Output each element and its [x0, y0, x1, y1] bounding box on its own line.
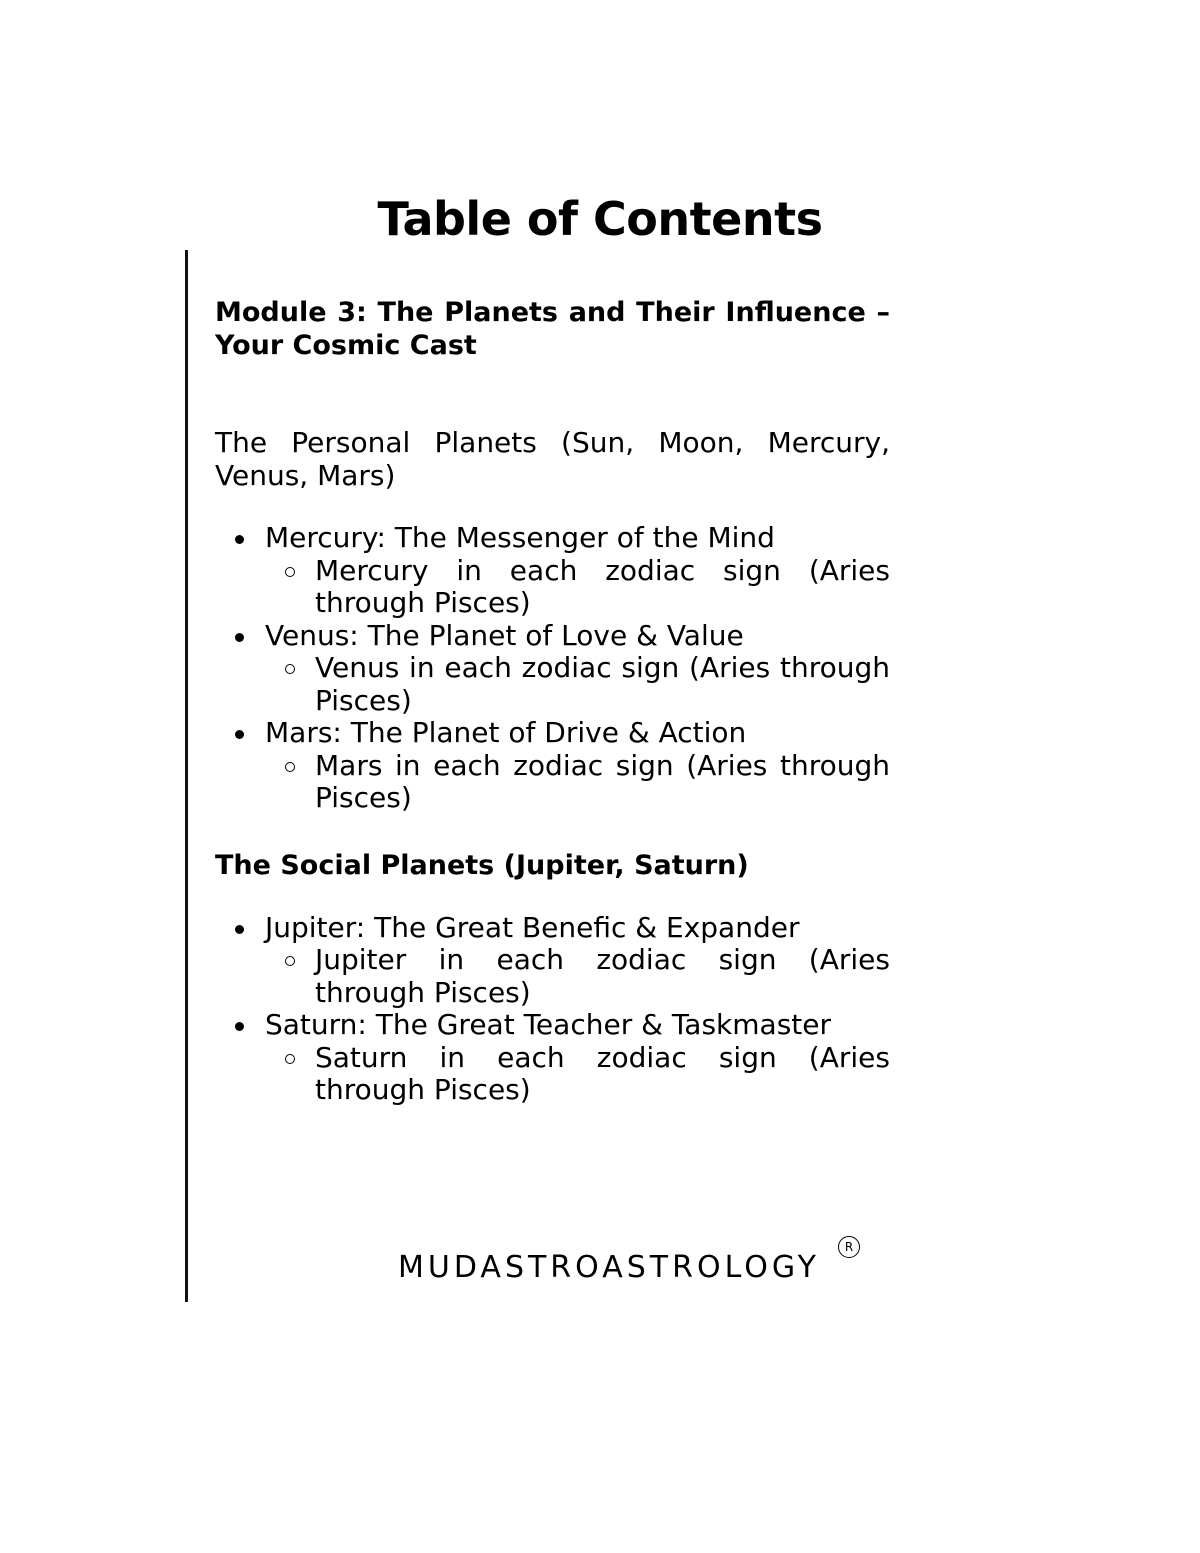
toc-subitem-label: Venus in each zodiac sign (Aries through Pisces)	[315, 651, 890, 717]
toc-subitem-label: Mercury in each zodiac sign (Aries through Pisces)	[315, 553, 890, 619]
toc-item-jupiter[interactable]	[215, 912, 890, 1010]
toc-subitem-label: Saturn in each zodiac sign (Aries through Pisces)	[315, 1040, 890, 1106]
toc-item-label: Mercury: The Messenger of the Mind	[265, 521, 775, 554]
toc-subitem-mars-signs[interactable]	[265, 750, 890, 815]
toc-item-label: Venus: The Planet of Love & Value	[265, 618, 744, 652]
toc-subitem-label: Mars in each zodiac sign (Aries through Pisces)	[315, 748, 890, 814]
hollow-bullet-icon	[285, 762, 295, 772]
bullet-icon	[235, 535, 244, 544]
bullet-icon	[235, 925, 244, 934]
registered-trademark-icon: R	[838, 1236, 860, 1258]
section-heading-personal-planets: The Personal Planets (Sun, Moon, Mercury, Venus, Mars)	[215, 426, 890, 492]
hollow-bullet-icon	[285, 1054, 295, 1064]
page-title: Table of Contents	[377, 192, 823, 246]
hollow-bullet-icon	[285, 664, 295, 674]
bullet-icon	[235, 1022, 244, 1031]
toc-subitem-saturn-signs[interactable]	[265, 1042, 890, 1107]
toc-item-label: Saturn: The Great Teacher & Taskmaster	[265, 1008, 832, 1041]
toc-item-label: Jupiter: The Great Benefic & Expander	[265, 910, 800, 944]
toc-item-saturn[interactable]	[215, 1009, 890, 1107]
toc-item-mars[interactable]	[215, 717, 890, 815]
module-heading: Module 3: The Planets and Their Influence – Your Cosmic Cast	[215, 297, 890, 361]
toc-subitem-jupiter-signs[interactable]	[265, 944, 890, 1009]
hollow-bullet-icon	[285, 956, 295, 966]
left-vertical-rule	[185, 250, 188, 1302]
hollow-bullet-icon	[285, 567, 295, 577]
toc-item-label: Mars: The Planet of Drive & Action	[265, 716, 747, 749]
toc-content	[215, 296, 890, 1107]
brand-wordmark: MUDASTROASTROLOGY	[398, 1250, 820, 1285]
toc-subitem-mercury-signs[interactable]	[265, 555, 890, 620]
toc-subitem-label: Jupiter in each zodiac sign (Aries through Pisces)	[315, 943, 890, 1009]
section-heading-social-planets: The Social Planets (Jupiter, Saturn)	[215, 849, 749, 881]
bullet-icon	[235, 633, 244, 642]
personal-planets-list	[215, 522, 890, 815]
social-planets-list	[215, 912, 890, 1107]
bullet-icon	[235, 730, 244, 739]
toc-item-venus[interactable]	[215, 620, 890, 718]
toc-item-mercury[interactable]	[215, 522, 890, 620]
toc-subitem-venus-signs[interactable]	[265, 652, 890, 717]
